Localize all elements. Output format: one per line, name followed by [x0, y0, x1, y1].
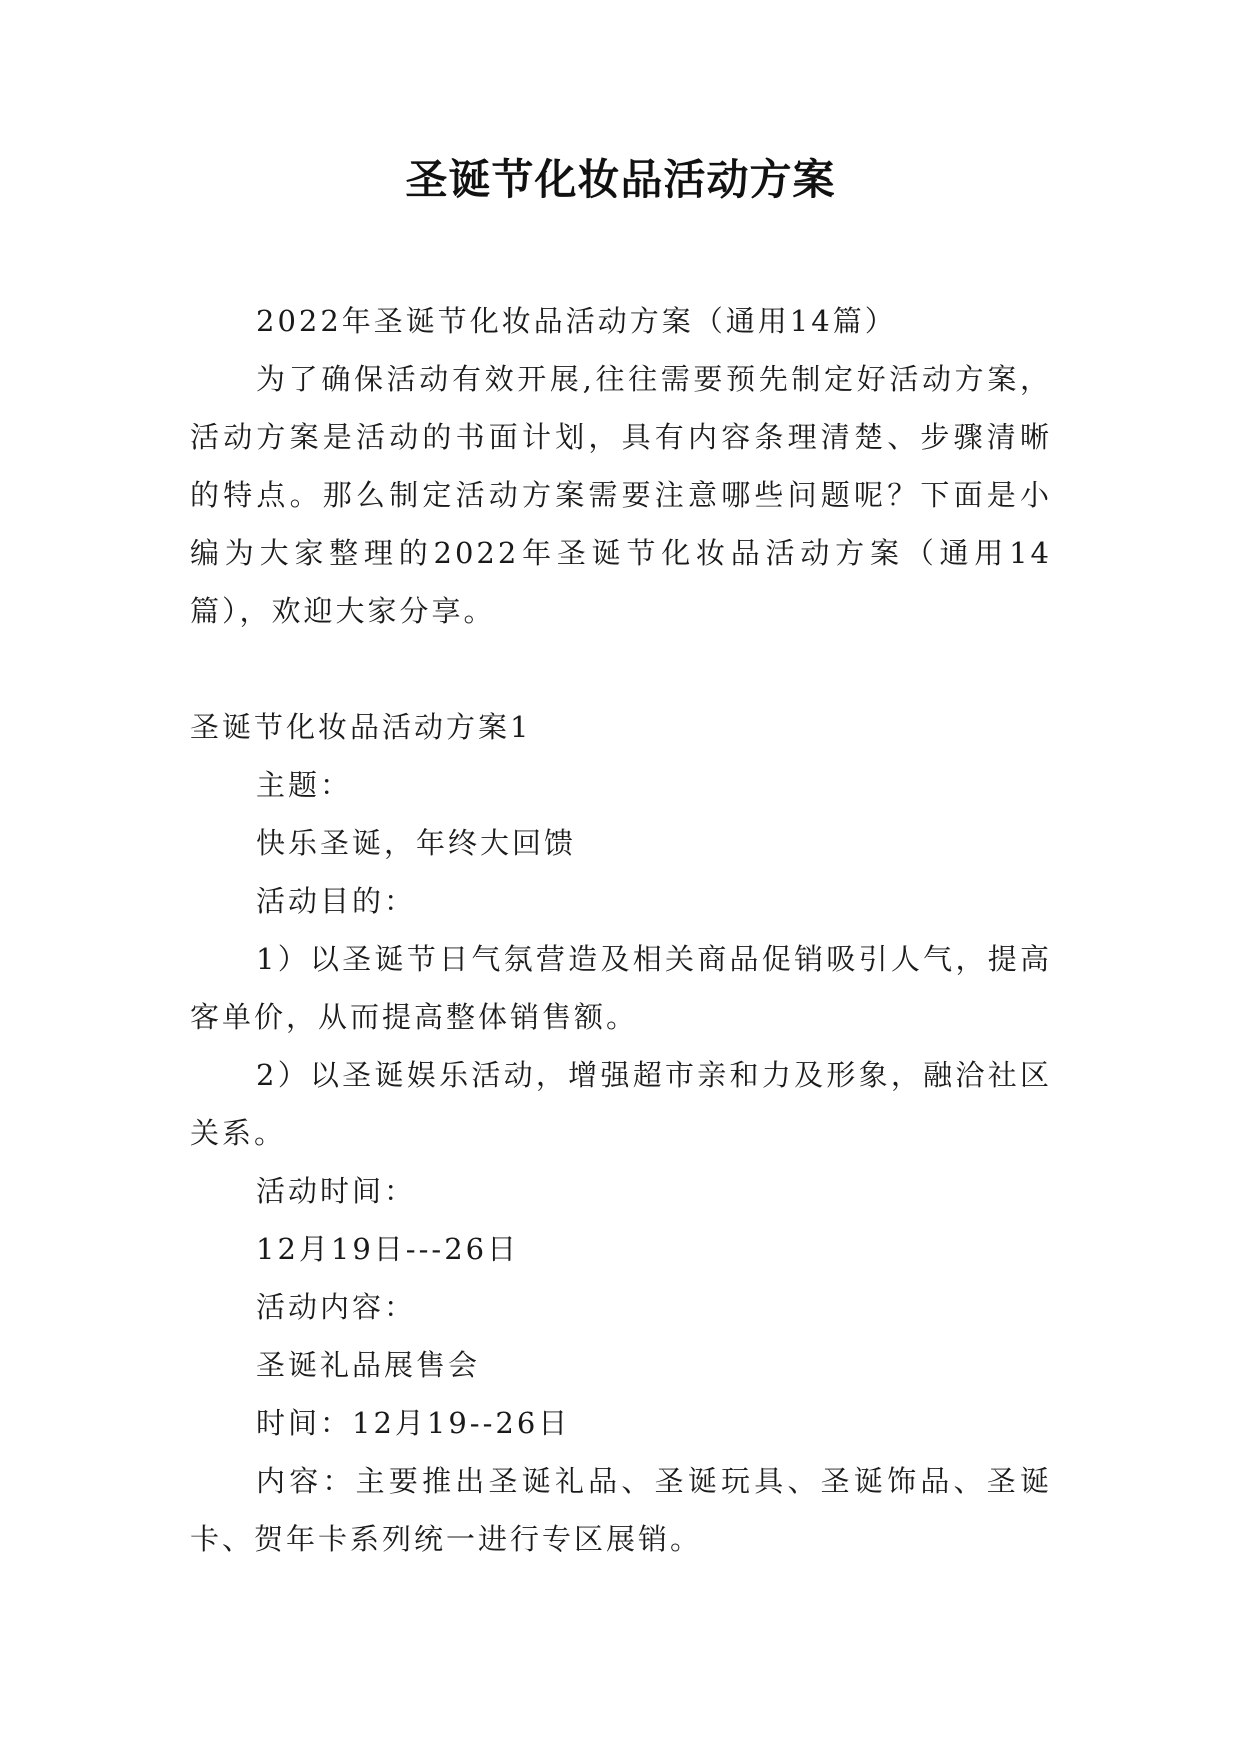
paragraph: 内容：主要推出圣诞礼品、圣诞玩具、圣诞饰品、圣诞卡、贺年卡系列统一进行专区展销。 — [190, 1464, 1052, 1556]
intro-heading: 2022年圣诞节化妆品活动方案（通用14篇） — [256, 304, 897, 338]
intro-paragraph: 为了确保活动有效开展,往往需要预先制定好活动方案，活动方案是活动的书面计划，具有内容条理清楚、步骤清晰的特点。那么制定活动方案需要注意哪些问题呢？下面是小编为大家整理的2022年圣诞节化妆品活动方案（通用14篇），欢迎大家分享。 — [190, 362, 1052, 628]
document-title: 圣诞节化妆品活动方案 — [405, 155, 836, 204]
document-body — [190, 292, 1052, 1568]
paragraph: 活动时间： — [256, 1174, 417, 1208]
paragraph: 1）以圣诞节日气氛营造及相关商品促销吸引人气，提高客单价，从而提高整体销售额。 — [190, 942, 1052, 1034]
paragraph: 圣诞礼品展售会 — [256, 1348, 481, 1382]
paragraph: 活动目的： — [256, 884, 417, 918]
section-heading: 圣诞节化妆品活动方案1 — [190, 710, 532, 744]
paragraph: 活动内容： — [256, 1290, 417, 1324]
paragraph: 12月19日---26日 — [256, 1232, 520, 1266]
paragraph: 2）以圣诞娱乐活动，增强超市亲和力及形象，融洽社区关系。 — [190, 1058, 1052, 1150]
paragraph: 快乐圣诞，年终大回馈 — [256, 826, 577, 860]
paragraph: 时间：12月19--26日 — [256, 1406, 571, 1440]
paragraph: 主题： — [256, 768, 353, 802]
paragraph-spacer — [190, 640, 1052, 698]
